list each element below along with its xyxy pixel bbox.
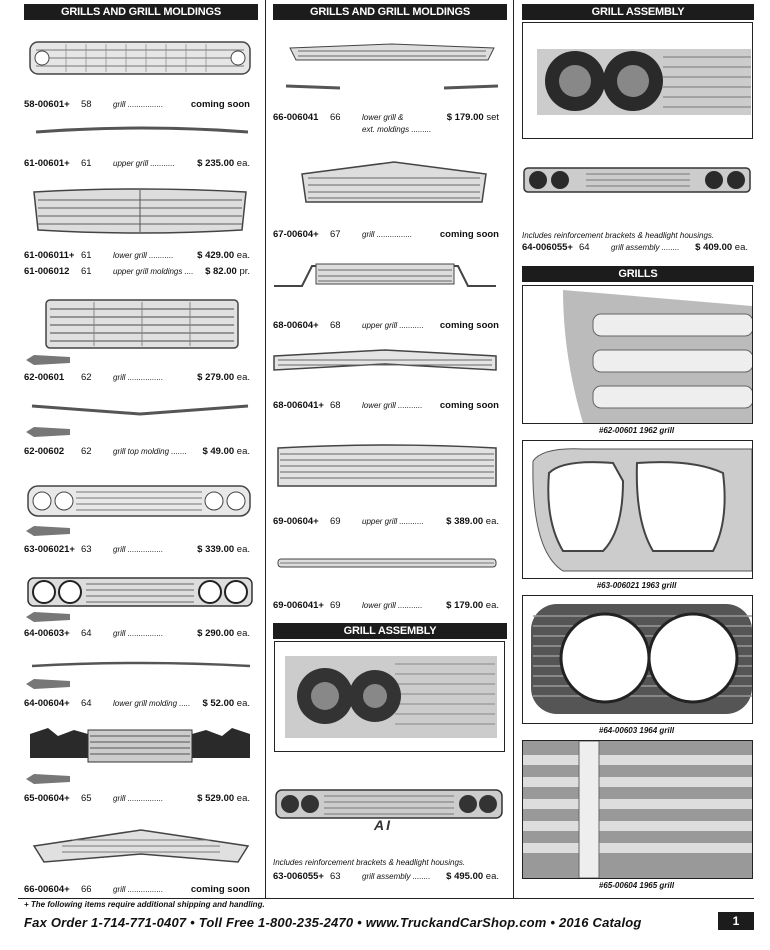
assembly-note: Includes reinforcement brackets & headlight housings.: [522, 231, 715, 240]
grill-photo-64: [26, 574, 254, 610]
photo-frame: [522, 285, 753, 424]
grill-photo-64-molding: [30, 658, 252, 670]
grill-assembly-photo-63: [275, 642, 504, 751]
grill-closeup-1963: [523, 441, 752, 578]
grill-photo-67: [298, 158, 490, 208]
brand-logo-icon: [26, 355, 70, 365]
photo-caption: #65-00604 1965 grill: [598, 881, 675, 890]
emblem-text: AI: [374, 817, 392, 833]
contact-line: Fax Order 1-714-771-0407 • Toll Free 1-800-235-2470 • www.TruckandCarShop.com • 2016 Catalog: [24, 915, 642, 930]
grill-photo-62-molding: [30, 402, 250, 418]
grill-assembly-wide-photo-64: [522, 164, 752, 196]
grill-photo-66: [32, 826, 250, 868]
grill-assembly-photo-64: [523, 23, 752, 138]
brand-logo-icon: [26, 427, 70, 437]
grill-photo-65: [28, 724, 252, 768]
section-header-grills: GRILLS: [522, 266, 754, 282]
photo-caption: #62-00601 1962 grill: [598, 426, 675, 435]
assembly-note: Includes reinforcement brackets & headlight housings.: [273, 858, 466, 867]
section-header-grill-assembly: GRILL ASSEMBLY: [522, 4, 754, 20]
photo-frame: [522, 22, 753, 139]
grill-photo-58: [26, 38, 254, 78]
grill-closeup-1962: [523, 286, 752, 423]
grill-photo-62: [44, 298, 240, 350]
page-number: 1: [718, 912, 754, 930]
brand-logo-icon: [26, 526, 70, 536]
section-header-grills-moldings: GRILLS AND GRILL MOLDINGS: [273, 4, 507, 20]
column-divider-2: [513, 0, 514, 898]
brand-logo-icon: [26, 774, 70, 784]
grill-photo-61-upper: [34, 122, 250, 138]
grill-photo-68-upper: [272, 258, 498, 294]
photo-frame: [274, 641, 505, 752]
grill-photo-61-lower: [30, 186, 250, 236]
column-divider-1: [265, 0, 266, 898]
photo-caption: #64-00603 1964 grill: [598, 726, 675, 735]
shipping-note: + The following items require additional shipping and handling.: [24, 900, 265, 909]
grill-photo-69-lower: [276, 556, 498, 570]
grill-photo-66-lower: [282, 38, 502, 98]
photo-frame: [522, 595, 753, 724]
grill-closeup-1964: [523, 596, 752, 723]
photo-caption: #63-006021 1963 grill: [596, 581, 677, 590]
grill-closeup-1965: [523, 741, 752, 878]
section-header-grill-assembly: GRILL ASSEMBLY: [273, 623, 507, 639]
footer-rule: [18, 898, 754, 899]
section-header-grills-moldings: GRILLS AND GRILL MOLDINGS: [24, 4, 258, 20]
grill-photo-63: [26, 482, 252, 520]
photo-frame: [522, 440, 753, 579]
brand-logo-icon: [26, 679, 70, 689]
grill-photo-68-lower: [272, 346, 498, 376]
photo-frame: [522, 740, 753, 879]
grill-photo-69-upper: [276, 440, 498, 492]
brand-logo-icon: [26, 612, 70, 622]
